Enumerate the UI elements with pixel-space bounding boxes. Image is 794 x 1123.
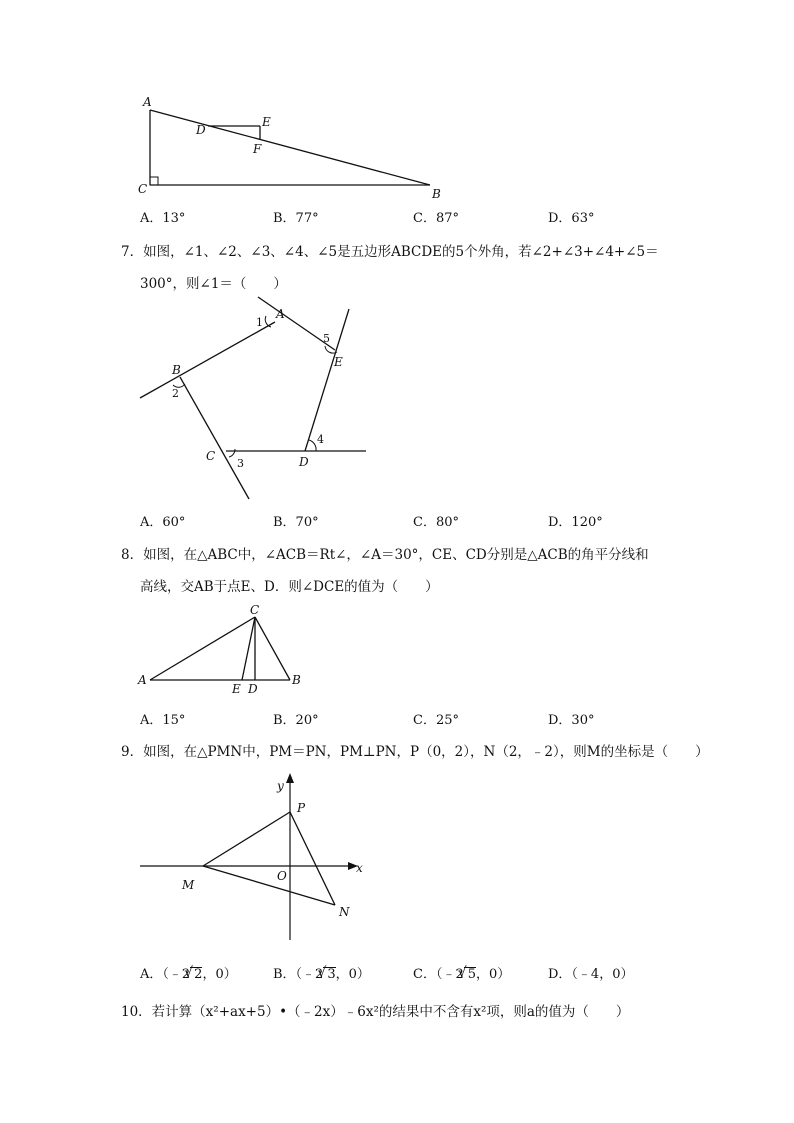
q8-label-a: A xyxy=(138,673,147,687)
q7-label-4: 4 xyxy=(317,433,324,446)
q7-option-b: B．70° xyxy=(273,515,319,530)
q9-option-a-radicand: √ 2 xyxy=(190,967,202,982)
q8-option-d: D．30° xyxy=(548,713,595,728)
q6-label-f: F xyxy=(253,142,262,156)
q9-label-m: M xyxy=(182,878,195,892)
q9-option-c-prefix: C．（﹣2 xyxy=(413,967,464,982)
q9-option-b-radicand: √ 3 xyxy=(323,967,335,982)
q8-option-b: B．20° xyxy=(273,713,319,728)
q9-option-a xyxy=(140,963,237,982)
q10-text-line1: 10．若计算（x²+ax+5）•（﹣2x）﹣6x²的结果中不含有x²项，则a的值为（ ） xyxy=(121,1004,630,1020)
q9-option-a-prefix: A．（﹣2 xyxy=(140,967,191,982)
q8-text-line2: 高线，交AB于点E、D．则∠DCE的值为（ ） xyxy=(140,579,439,595)
q7-label-1: 1 xyxy=(256,316,263,329)
q8-label-b: B xyxy=(292,673,301,687)
q6-label-a: A xyxy=(143,95,152,109)
q7-text-line2: 300°，则∠1＝（ ） xyxy=(140,276,287,292)
q7-label-a: A xyxy=(276,307,285,321)
q7-text-line1: 7．如图，∠1、∠2、∠3、∠4、∠5是五边形ABCDE的5个外角，若∠2+∠3+∠4+∠5＝ xyxy=(121,244,659,260)
q8-option-c: C．25° xyxy=(413,713,459,728)
q6-label-b: B xyxy=(432,187,441,201)
q9-label-o: O xyxy=(277,869,287,883)
q7-label-3: 3 xyxy=(237,457,244,470)
q9-option-c xyxy=(413,963,510,982)
q7-option-c: C．80° xyxy=(413,515,459,530)
q8-label-c: C xyxy=(250,603,260,617)
q9-option-b xyxy=(273,963,370,982)
q7-label-b: B xyxy=(172,363,181,377)
q6-option-b: B．77° xyxy=(273,211,319,226)
q8-text-line1: 8．如图，在△ABC中，∠ACB＝Rt∠，∠A＝30°，CE、CD分别是△ACB的角平分线和 xyxy=(121,547,649,563)
q9-option-c-radicand: √ 5 xyxy=(464,967,476,982)
q6-option-c: C．87° xyxy=(413,211,459,226)
q7-label-d: D xyxy=(299,455,309,469)
q9-option-b-suffix: ，0） xyxy=(335,967,370,982)
q7-option-d: D．120° xyxy=(548,515,603,530)
q6-label-d: D xyxy=(196,123,206,137)
q9-label-y: y xyxy=(277,779,284,793)
q9-label-x: x xyxy=(356,861,363,875)
q6-option-d: D．63° xyxy=(548,211,595,226)
q7-label-5: 5 xyxy=(323,332,330,345)
q9-option-c-suffix: ，0） xyxy=(476,967,511,982)
q7-label-2: 2 xyxy=(172,387,179,400)
q9-option-a-suffix: ，0） xyxy=(202,967,237,982)
q7-option-a: A．60° xyxy=(140,515,186,530)
q9-label-p: P xyxy=(297,801,306,815)
q9-option-b-prefix: B．（﹣2 xyxy=(273,967,324,982)
q8-label-d: D xyxy=(248,682,258,696)
q6-label-e: E xyxy=(262,115,271,129)
q9-option-d: D．（﹣4，0） xyxy=(548,967,634,982)
q9-text-line1: 9．如图，在△PMN中，PM＝PN，PM⊥PN，P（0，2），N（2，﹣2），则M的坐标是（ ） xyxy=(121,744,709,760)
q8-label-e: E xyxy=(232,682,241,696)
q9-label-n: N xyxy=(339,905,350,919)
q7-label-e: E xyxy=(334,355,343,369)
q7-label-c: C xyxy=(206,449,216,463)
q8-option-a: A．15° xyxy=(140,713,186,728)
q6-label-c: C xyxy=(138,182,148,196)
q6-option-a: A．13° xyxy=(140,211,186,226)
